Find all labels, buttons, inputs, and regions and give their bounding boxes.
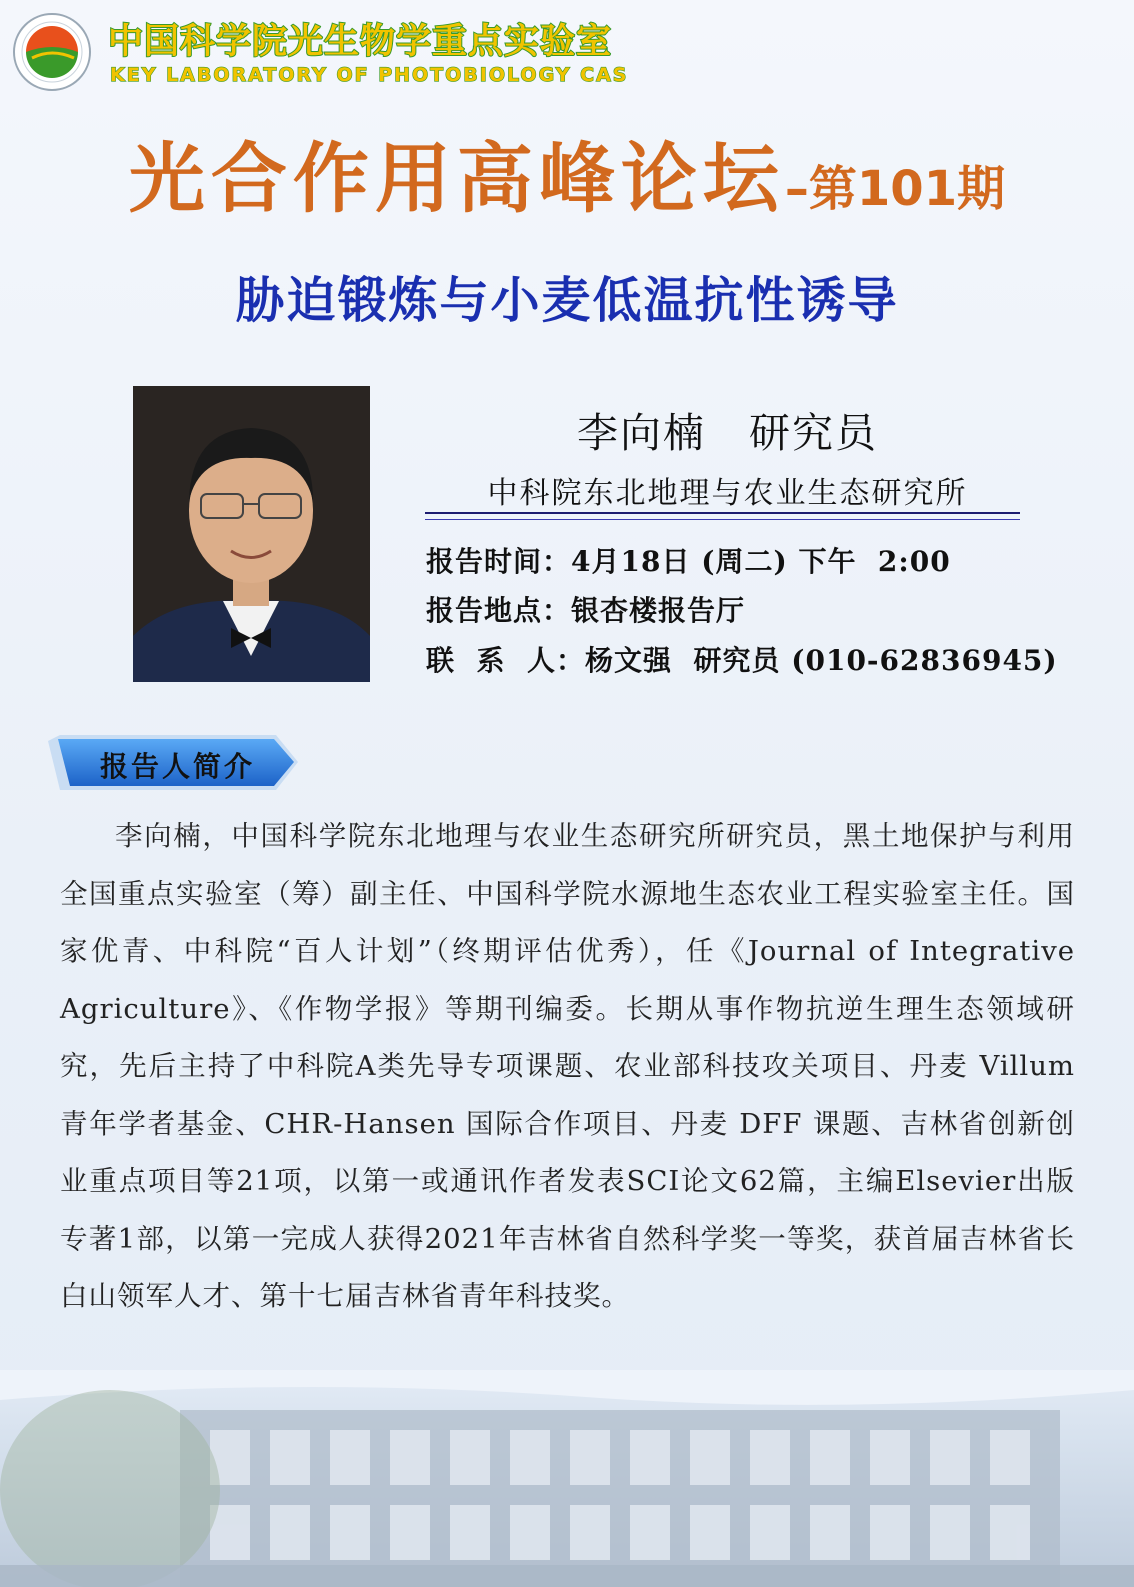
speaker-bio: 李向楠，中国科学院东北地理与农业生态研究所研究员，黑土地保护与利用全国重点实验室（筹）副主任、中国科学院水源地生态农业工程实验室主任。国家优青、中科院“百人计划”（终期评估优秀），任《Journal of Integrative Agriculture》、《作物学报》等期刊编委。长期从事作物抗逆生理生态领域研究，先后主持了中科院A类先导专项课题、农业部科技攻关项目、丹麦 Villum 青年学者基金、CHR-Hansen 国际合作项目、丹麦 DFF 课题、吉林省创新创业重点项目等21项，以第一或通讯作者发表SCI论文62篇，主编Elsevier出版专著1部，以第一完成人获得2021年吉林省自然科学奖一等奖，获首届吉林省长白山领军人才、第十七届吉林省青年科技奖。 bbox=[60, 820, 1075, 1312]
speaker-photo bbox=[133, 386, 370, 682]
forum-title-main: 光合作用高峰论坛 bbox=[128, 134, 785, 223]
forum-separator: – bbox=[784, 161, 809, 217]
lab-name-cn: 中国科学院光生物学重点实验室 bbox=[108, 22, 613, 62]
info-contact: 联 系 人：杨文强 研究员 (010-62836945) bbox=[426, 644, 1058, 677]
info-location: 报告地点：银杏楼报告厅 bbox=[426, 594, 746, 627]
building-illustration bbox=[0, 1370, 1134, 1587]
forum-issue: 第101期 bbox=[808, 161, 1006, 217]
speaker-name: 李向楠 研究员 bbox=[577, 409, 878, 457]
divider bbox=[425, 512, 1020, 514]
header bbox=[0, 0, 1134, 100]
divider bbox=[425, 519, 1020, 520]
info-time: 报告时间：4月18日 (周二) 下午 2:00 bbox=[426, 545, 951, 578]
lab-name-en: KEY LABORATORY OF PHOTOBIOLOGY CAS bbox=[110, 64, 629, 86]
speaker-affiliation: 中科院东北地理与农业生态研究所 bbox=[487, 476, 968, 511]
photobiology-lab-logo-icon bbox=[12, 12, 92, 92]
section-label: 报告人简介 bbox=[100, 750, 256, 783]
talk-title: 胁迫锻炼与小麦低温抗性诱导 bbox=[235, 272, 899, 329]
forum-title bbox=[0, 118, 1134, 227]
